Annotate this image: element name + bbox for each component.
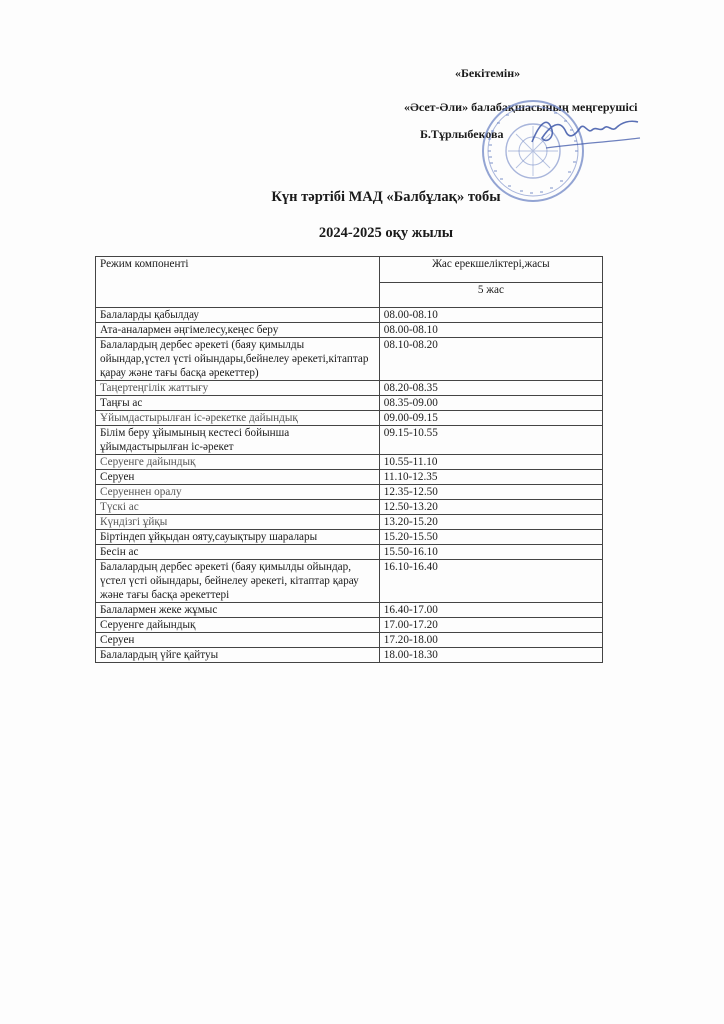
activity-cell: Балалардың дербес әрекеті (баяу қимылды ойындар, үстел үсті ойындары, бейнелеу әрекеті, кітаптар қарау және тағы басқа әрекеттері bbox=[96, 560, 380, 603]
table-row bbox=[96, 338, 603, 381]
table-row bbox=[96, 485, 603, 500]
time-cell: 08.00-08.10 bbox=[379, 323, 602, 338]
activity-cell: Серуенге дайындық bbox=[96, 618, 380, 633]
activity-cell: Балалардың үйге қайтуы bbox=[96, 648, 380, 663]
time-cell: 12.35-12.50 bbox=[379, 485, 602, 500]
document-title: Күн тәртібі МАД «Балбұлақ» тобы bbox=[271, 189, 501, 205]
table-row bbox=[96, 560, 603, 603]
time-cell: 16.10-16.40 bbox=[379, 560, 602, 603]
activity-cell: Таңертеңгілік жаттығу bbox=[96, 381, 380, 396]
time-cell: 17.20-18.00 bbox=[379, 633, 602, 648]
table-row bbox=[96, 618, 603, 633]
time-cell: 13.20-15.20 bbox=[379, 515, 602, 530]
time-cell: 18.00-18.30 bbox=[379, 648, 602, 663]
activity-cell: Күндізгі ұйқы bbox=[96, 515, 380, 530]
activity-cell: Серуен bbox=[96, 633, 380, 648]
table-row bbox=[96, 500, 603, 515]
activity-cell: Ұйымдастырылған іс-әрекетке дайындық bbox=[96, 411, 380, 426]
activity-cell: Серуенге дайындық bbox=[96, 455, 380, 470]
header-age-value: 5 жас bbox=[379, 282, 602, 308]
table-row bbox=[96, 515, 603, 530]
table-row bbox=[96, 648, 603, 663]
activity-cell: Біртіндеп ұйқыдан ояту,сауықтыру шаралары bbox=[96, 530, 380, 545]
time-cell: 17.00-17.20 bbox=[379, 618, 602, 633]
time-cell: 15.50-16.10 bbox=[379, 545, 602, 560]
time-cell: 12.50-13.20 bbox=[379, 500, 602, 515]
table-row bbox=[96, 470, 603, 485]
time-cell: 16.40-17.00 bbox=[379, 603, 602, 618]
table-row bbox=[96, 426, 603, 455]
time-cell: 10.55-11.10 bbox=[379, 455, 602, 470]
time-cell: 09.00-09.15 bbox=[379, 411, 602, 426]
table-row bbox=[96, 411, 603, 426]
activity-cell: Балалардың дербес әрекеті (баяу қимылды ойындар,үстел үсті ойындары,бейнелеу әрекеті,кітаптар қарау және тағы басқа әрекеттер) bbox=[96, 338, 380, 381]
table-row bbox=[96, 530, 603, 545]
signature-icon bbox=[526, 108, 646, 158]
activity-cell: Бесін ас bbox=[96, 545, 380, 560]
approval-line-approve: «Бекітемін» bbox=[455, 66, 521, 80]
table-row bbox=[96, 633, 603, 648]
table-row bbox=[96, 603, 603, 618]
activity-cell: Ата-аналармен әңгімелесу,кеңес беру bbox=[96, 323, 380, 338]
table-header-row bbox=[96, 257, 603, 283]
daily-schedule-table bbox=[95, 256, 603, 663]
activity-cell: Балаларды қабылдау bbox=[96, 308, 380, 323]
table-row bbox=[96, 308, 603, 323]
activity-cell: Білім беру ұйымының кестесі бойынша ұйымдастырылған іс-әрекет bbox=[96, 426, 380, 455]
time-cell: 11.10-12.35 bbox=[379, 470, 602, 485]
header-component: Режим компоненті bbox=[96, 257, 380, 308]
activity-cell: Серуен bbox=[96, 470, 380, 485]
approval-line-director-name: Б.Тұрлыбекова bbox=[420, 127, 504, 141]
table-row bbox=[96, 455, 603, 470]
table-row bbox=[96, 396, 603, 411]
table-row bbox=[96, 545, 603, 560]
time-cell: 09.15-10.55 bbox=[379, 426, 602, 455]
activity-cell: Балалармен жеке жұмыс bbox=[96, 603, 380, 618]
time-cell: 08.20-08.35 bbox=[379, 381, 602, 396]
time-cell: 15.20-15.50 bbox=[379, 530, 602, 545]
activity-cell: Серуеннен оралу bbox=[96, 485, 380, 500]
approval-line-kindergarten-head: «Әсет-Әли» балабақшасының меңгерушісі bbox=[404, 100, 638, 114]
time-cell: 08.10-08.20 bbox=[379, 338, 602, 381]
time-cell: 08.00-08.10 bbox=[379, 308, 602, 323]
activity-cell: Таңғы ас bbox=[96, 396, 380, 411]
table-row bbox=[96, 323, 603, 338]
table-row bbox=[96, 381, 603, 396]
academic-year: 2024-2025 оқу жылы bbox=[318, 225, 454, 241]
activity-cell: Түскі ас bbox=[96, 500, 380, 515]
time-cell: 08.35-09.00 bbox=[379, 396, 602, 411]
header-age: Жас ерекшеліктері,жасы bbox=[379, 257, 602, 283]
